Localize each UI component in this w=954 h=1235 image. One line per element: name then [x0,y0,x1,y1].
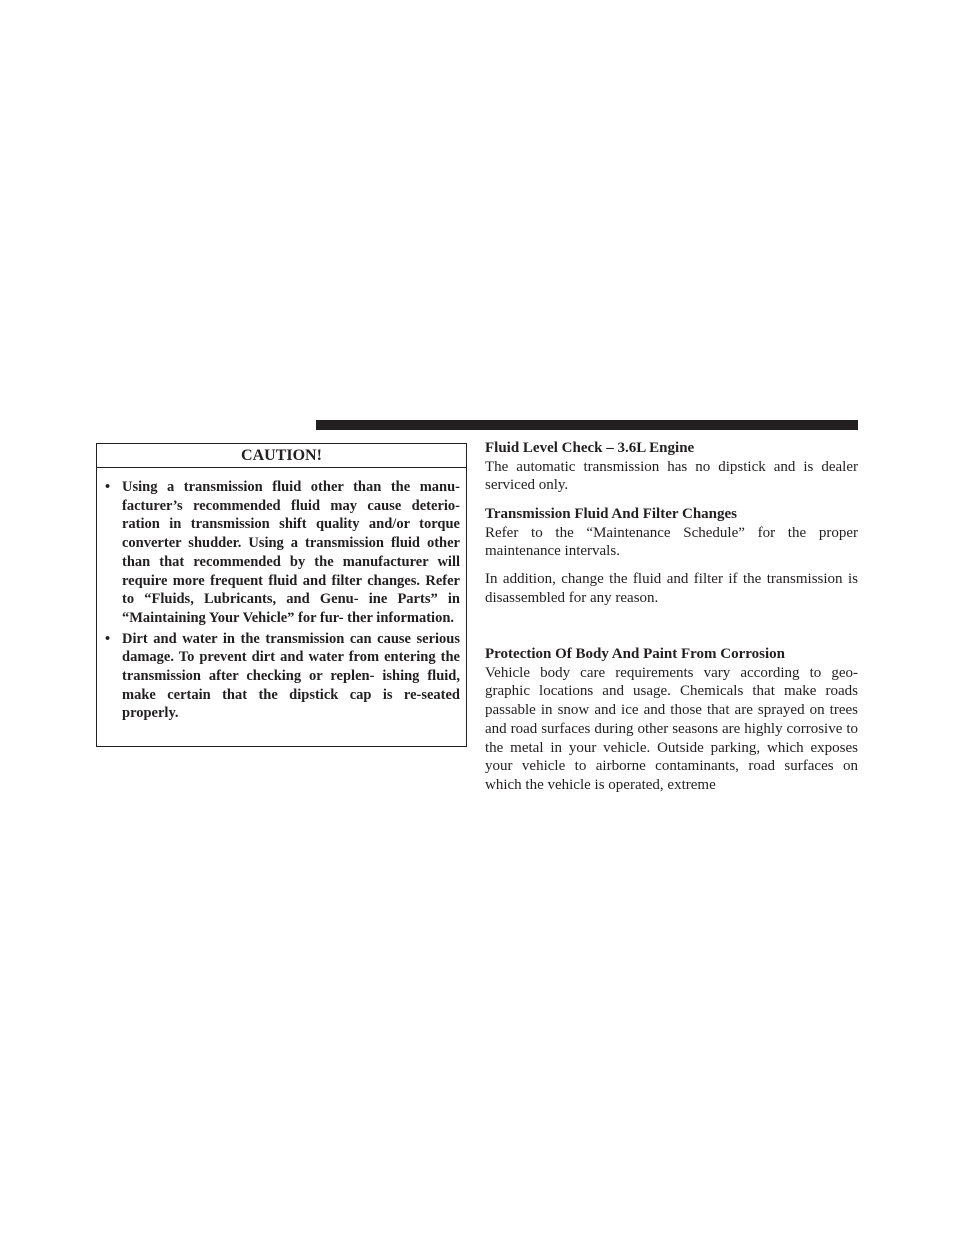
fluid-filter-body-2: In addition, change the fluid and filter if the transmission is disassembled for any reason. [485,571,858,606]
caution-item-1 [105,478,460,628]
fluid-level-section [485,439,858,495]
caution-item-2 [105,630,460,724]
fluid-filter-body: Refer to the “Maintenance Schedule” for the proper maintenance intervals. [485,524,858,560]
caution-item-text: Dirt and water in the transmission can cause serious damage. To prevent dirt and water from entering the transmission after checking or replen- ishing fluid, make certain that the dipstick cap is re-seated properly. [122,630,460,722]
corrosion-body: Vehicle body care requirements vary according to geo- graphic locations and usage. Chemicals that make roads passable in snow and ice and those that are sprayed on trees and road surfaces during other seasons are highly corrosive to the metal in your vehicle. Outside parking, which exposes your vehicle to airborne contaminants, road surfaces on which the vehicle is operated, extreme [485,664,858,793]
section-header-bar [316,420,858,430]
caution-box [96,443,467,747]
caution-list [97,468,466,723]
caution-item-text: Using a transmission fluid other than the manu- facturer’s recommended fluid may cause deterio- ration in transmission shift quality and/or torque converter shudder. Using a transmission fluid other than that recommended by the manufacturer will require more frequent fluid and filter changes. Refer to “Fluids, Lubricants, and Genu- ine Parts” in “Maintaining Your Vehicle” for fur- ther information. [122,479,460,626]
caution-title: CAUTION! [97,444,466,468]
fluid-filter-heading: Transmission Fluid And Filter Changes [485,506,737,522]
fluid-level-heading: Fluid Level Check – 3.6L Engine [485,440,695,456]
fluid-filter-section [485,505,858,608]
bullet-icon: • [105,479,111,495]
fluid-level-body: The automatic transmission has no dipstick and is dealer serviced only. [485,458,858,494]
bullet-icon: • [105,630,111,647]
corrosion-heading: Protection Of Body And Paint From Corrosion [485,646,785,662]
corrosion-section [485,645,858,795]
